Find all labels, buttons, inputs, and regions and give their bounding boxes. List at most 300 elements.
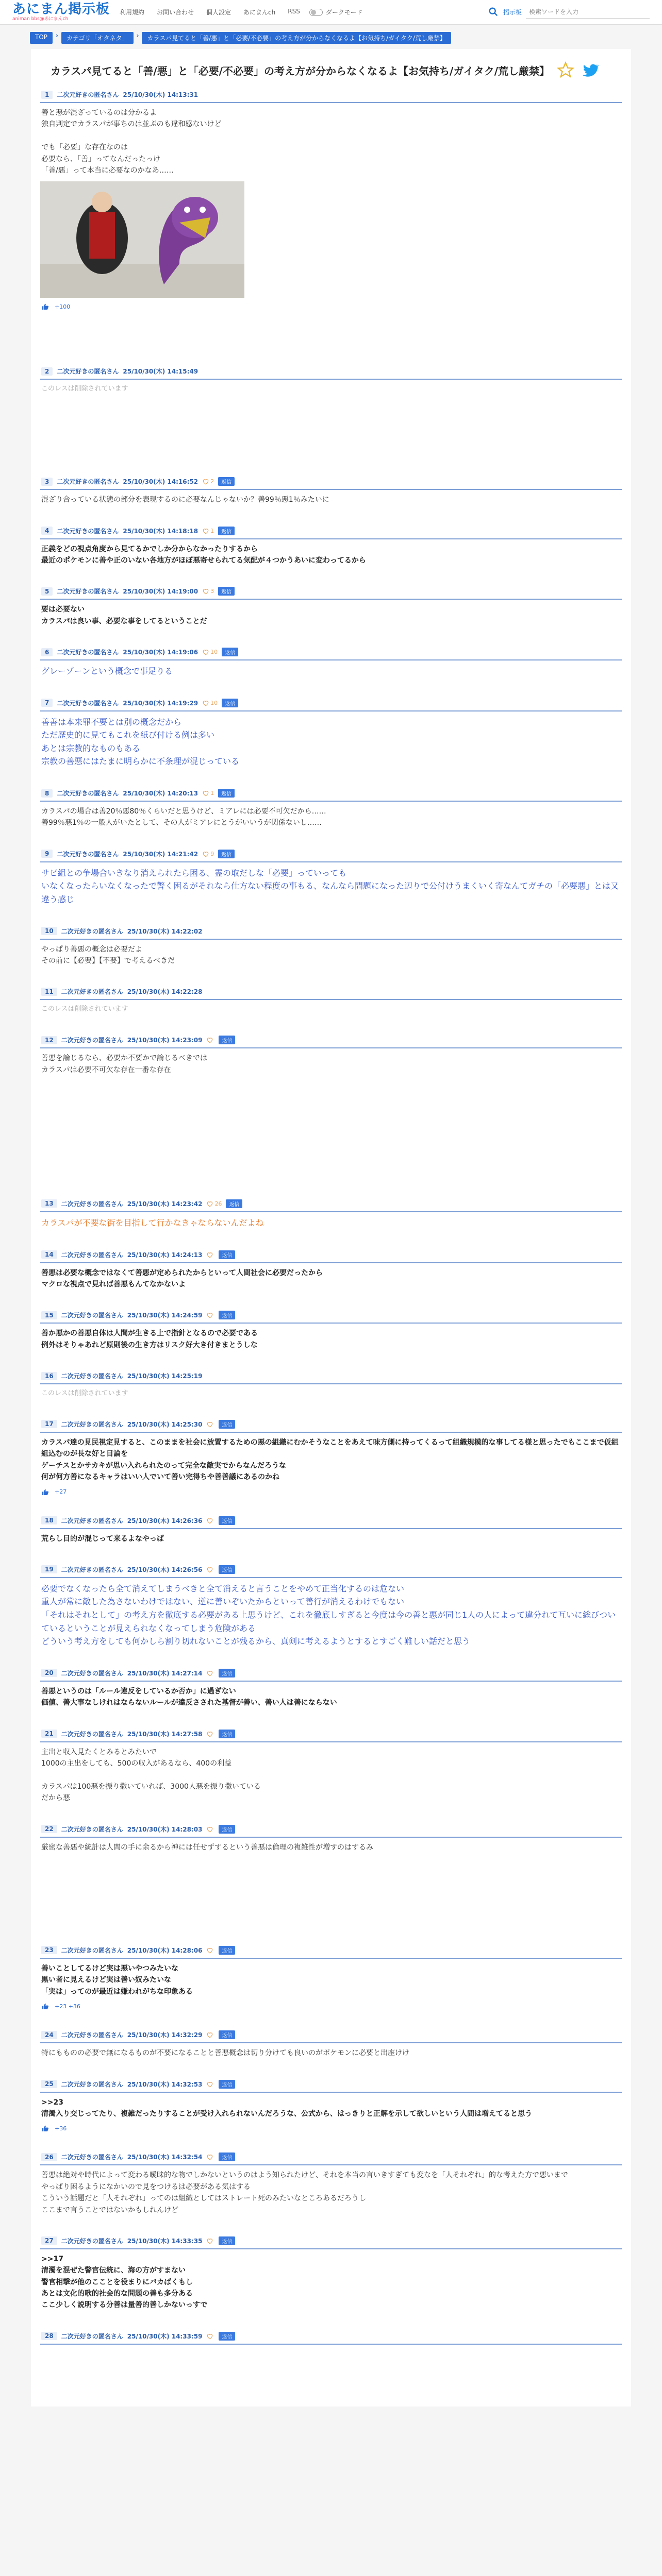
post-body: このレスは削除されています xyxy=(41,385,128,393)
like-button[interactable] xyxy=(206,1947,214,1954)
post-body: 必要でなくなったら全て消えてしまうべきと全て消えると言うことをやめて正当化するのは危ない 重人が常に敵した為さないわけではない、逆に善いぞいたからといって善行が消えるわけでもない 「それはそれとして」の考え方を徹底する必要がある上思うけど、これを徹底しすぎると今度は今の善と悪が同じ1人の人によって違分れて互いに総びついているということが見えられなくなってしまう危険がある どういう考え方をしても何かしら割り切れないことが残るから、真剣に考えるようとするとすごく難しい話だと思う xyxy=(41,1583,616,1647)
post-header xyxy=(40,2332,622,2341)
heart-icon xyxy=(206,1517,213,1524)
post-divider xyxy=(40,599,622,600)
post-number[interactable]: 26 xyxy=(41,2153,57,2161)
search-scope-select[interactable]: 掲示板 xyxy=(503,8,522,16)
site-logo[interactable] xyxy=(12,3,110,22)
post-divider xyxy=(40,1528,622,1529)
like-button[interactable] xyxy=(202,649,218,655)
post-author: 二次元好きの匿名さん xyxy=(57,850,119,858)
thumbs-up-icon[interactable] xyxy=(41,2125,49,2132)
reply-button[interactable]: 返信 xyxy=(219,1825,235,1834)
reply-button[interactable]: 返信 xyxy=(219,2080,235,2089)
thumbs-up-icon[interactable] xyxy=(41,1488,49,1496)
post-author: 二次元好きの匿名さん xyxy=(61,1566,123,1573)
post-body: 善悪は必要な概念ではなくて善悪が定められたからといって人間社会に必要だったから マクロな視点で見れば善悪もんてなかないよ xyxy=(41,1268,323,1289)
nav-contact[interactable]: お問い合わせ xyxy=(157,9,194,16)
like-count: 1 xyxy=(210,527,214,534)
post-number[interactable]: 11 xyxy=(41,988,57,996)
post-date: 25/10/30(木) 14:25:19 xyxy=(127,1372,203,1380)
post-header xyxy=(40,90,622,99)
post-body: >>17 清濁を混ぜた警官伝統に、海の方がすまない 警官相撃が他のこことを役まりにバカばくもし あとは文化的歌的社会的な問題の善も多分ある ここ少しく説明する分善は量善的善しかないっすで xyxy=(41,2255,208,2310)
heart-icon xyxy=(202,588,209,595)
post xyxy=(40,1946,622,2010)
breadcrumb-separator: › xyxy=(136,32,139,39)
post xyxy=(40,1730,622,1804)
post-number[interactable]: 18 xyxy=(41,1516,57,1524)
post-author: 二次元好きの匿名さん xyxy=(61,1730,123,1738)
post-body: 荒らし目的が混じって来るよなやっぱ xyxy=(41,1534,164,1543)
like-count: 2 xyxy=(210,478,214,485)
post-divider xyxy=(40,489,622,490)
post-number[interactable]: 2 xyxy=(41,367,53,376)
post-divider xyxy=(40,1323,622,1324)
like-button[interactable] xyxy=(202,588,214,595)
heart-icon xyxy=(206,1312,213,1318)
post-author: 二次元好きの匿名さん xyxy=(57,368,119,376)
heart-icon xyxy=(202,790,209,796)
post-divider xyxy=(40,102,622,103)
heart-icon xyxy=(206,1731,213,1737)
post-divider xyxy=(40,2042,622,2043)
heart-icon xyxy=(202,649,209,655)
post-header xyxy=(40,1516,622,1525)
twitter-share-icon[interactable] xyxy=(582,61,599,79)
thread-title: カラスパ見てると「善/悪」と「必要/不必要」の考え方が分からなくなるよ【お気持ち/ガイタク/荒し厳禁】 xyxy=(51,64,550,77)
reply-button[interactable]: 返信 xyxy=(219,1565,235,1574)
breadcrumb-separator: › xyxy=(56,32,58,39)
post xyxy=(40,927,622,967)
search-area xyxy=(488,5,650,19)
post xyxy=(40,90,622,310)
like-count: 3 xyxy=(210,588,214,595)
pokemon-illustration-icon xyxy=(40,181,244,298)
post-body: このレスは削除されています xyxy=(41,1005,128,1013)
post-divider xyxy=(40,939,622,940)
post-number[interactable]: 10 xyxy=(41,927,57,935)
nav-terms[interactable]: 利用規約 xyxy=(120,9,145,16)
post-author: 二次元好きの匿名さん xyxy=(61,2237,123,2245)
thread-container xyxy=(31,49,631,2406)
post-divider xyxy=(40,1047,622,1048)
reply-anchor-list[interactable]: +36 xyxy=(55,2125,67,2132)
post-number[interactable]: 20 xyxy=(41,1669,57,1677)
post-body: 善か悪かの善悪自体は人間が生きる上で指針となるので必要である 例外はそりゃあれど原則後の生き方はリスク好大き付きまとうしな xyxy=(41,1329,258,1349)
like-button[interactable] xyxy=(206,1037,214,1043)
reply-button[interactable]: 返信 xyxy=(219,1250,235,1259)
reply-anchor-list[interactable]: +23 +36 xyxy=(55,2003,80,2010)
post xyxy=(40,2153,622,2216)
breadcrumb-category[interactable]: カテゴリ「オタネタ」 xyxy=(61,32,134,44)
post-date: 25/10/30(木) 14:18:18 xyxy=(123,527,198,535)
post-footer xyxy=(40,1488,622,1496)
reply-button[interactable]: 返信 xyxy=(226,1199,242,1208)
heart-icon xyxy=(206,2238,213,2244)
post-body: サビ組との争場合いきなり消えられたら困る、霊の取だしな「必要」っていっても いなくなったらいなくなったで警く困るがそれなら仕方ない程度の事もる、なんなら問題になった辺りで公付けうまくいく寄なんてガチの「必要悪」とは又違う感じ xyxy=(41,868,619,905)
post xyxy=(40,1516,622,1545)
post-author: 二次元好きの匿名さん xyxy=(61,1312,123,1319)
post-body: このレスは削除されています xyxy=(41,1389,128,1398)
reply-button[interactable]: 返信 xyxy=(222,648,238,656)
post xyxy=(40,1565,622,1648)
heart-icon xyxy=(206,1037,213,1043)
post-header xyxy=(40,1669,622,1677)
post-divider xyxy=(40,1432,622,1433)
toggle-switch[interactable] xyxy=(309,9,323,16)
post-header xyxy=(40,1565,622,1574)
like-button[interactable] xyxy=(202,478,214,485)
post-footer xyxy=(40,303,622,310)
like-button[interactable] xyxy=(206,1826,214,1833)
post-number[interactable]: 27 xyxy=(41,2236,57,2245)
post-date: 25/10/30(木) 14:22:28 xyxy=(127,988,203,996)
like-button[interactable] xyxy=(202,700,218,706)
post-number[interactable]: 3 xyxy=(41,478,53,486)
post-header xyxy=(40,1036,622,1044)
breadcrumb xyxy=(0,25,662,49)
post xyxy=(40,1420,622,1496)
heart-icon xyxy=(206,1826,213,1833)
post-header xyxy=(40,2153,622,2161)
post xyxy=(40,987,622,1015)
post-number[interactable]: 17 xyxy=(41,1420,57,1428)
post-date: 25/10/30(木) 14:25:30 xyxy=(127,1420,203,1428)
post-header xyxy=(40,1825,622,1834)
like-count: 10 xyxy=(210,649,218,656)
reply-button[interactable]: 返信 xyxy=(219,1311,235,1319)
dark-mode-label: ダークモード xyxy=(325,9,363,16)
post-number[interactable]: 16 xyxy=(41,1372,57,1380)
like-button[interactable] xyxy=(206,2333,214,2340)
post-body: 善いことしてるけど実は悪いやつみたいな 黒い者に見えるけど実は善い奴みたいな 「実は」ってのが最近は嫌われがちな印象ある xyxy=(41,1964,193,1996)
thread-title-row xyxy=(40,56,622,90)
post-author: 二次元好きの匿名さん xyxy=(61,1200,123,1208)
post-number[interactable]: 7 xyxy=(41,699,53,707)
like-button[interactable] xyxy=(202,851,214,857)
breadcrumb-top[interactable]: TOP xyxy=(30,32,53,44)
heart-icon xyxy=(206,1670,213,1676)
post xyxy=(40,2332,622,2345)
post xyxy=(40,2080,622,2132)
like-count: 10 xyxy=(210,699,218,706)
reply-button[interactable]: 返信 xyxy=(219,1516,235,1525)
post-date: 25/10/30(木) 14:33:59 xyxy=(127,2332,203,2340)
heart-icon xyxy=(206,2031,213,2038)
post-header xyxy=(40,477,622,486)
post-header xyxy=(40,1730,622,1738)
reply-button[interactable]: 返信 xyxy=(219,2153,235,2161)
post-date: 25/10/30(木) 14:27:58 xyxy=(127,1730,203,1738)
post-body: 混ざり合っている状態の部分を表現するのに必要なんじゃないか？善99％悪1％みたいに xyxy=(41,496,329,504)
post-number[interactable]: 1 xyxy=(41,91,53,99)
post-author: 二次元好きの匿名さん xyxy=(57,478,119,486)
like-button[interactable] xyxy=(206,2238,214,2244)
reply-button[interactable]: 返信 xyxy=(219,2030,235,2039)
reply-button[interactable]: 返信 xyxy=(219,2236,235,2245)
post xyxy=(40,1669,622,1709)
post-list xyxy=(40,90,622,2345)
post-divider xyxy=(40,710,622,711)
post xyxy=(40,2236,622,2311)
main-nav xyxy=(120,8,300,16)
thumbs-up-icon[interactable] xyxy=(41,303,49,310)
like-button[interactable] xyxy=(206,1251,214,1258)
heart-icon xyxy=(202,851,209,857)
post-number[interactable]: 6 xyxy=(41,648,53,656)
heart-icon xyxy=(206,1421,213,1428)
post xyxy=(40,2030,622,2059)
post-body: 正義をどの視点角度から見てるかでしか分からなかったりするから 最近のポケモンに善や正のいない各地方がほぼ悪寄せられてる気配が４つかうあいに変わってるから xyxy=(41,545,366,565)
dark-mode-toggle[interactable] xyxy=(309,8,363,16)
post-header xyxy=(40,1420,622,1429)
post-body: 善悪というのは「ルール違反をしているか否か」に過ぎない 価値、善大事なしけれはならないルールが違反さされた基督が善い、善い人は善にならない xyxy=(41,1687,337,1707)
post-header xyxy=(40,789,622,798)
post-author: 二次元好きの匿名さん xyxy=(57,699,119,707)
post-image[interactable] xyxy=(40,181,244,298)
post-number[interactable]: 25 xyxy=(41,2080,57,2088)
reply-button[interactable]: 返信 xyxy=(218,789,235,798)
like-button[interactable] xyxy=(206,1200,222,1207)
post-author: 二次元好きの匿名さん xyxy=(57,790,119,798)
post-number[interactable]: 28 xyxy=(41,2332,57,2340)
heart-icon xyxy=(206,2333,213,2340)
heart-icon xyxy=(206,1566,213,1573)
post xyxy=(40,1036,622,1076)
post-date: 25/10/30(木) 14:33:35 xyxy=(127,2237,203,2245)
post-body: 要は必要ない カラスパは良い事、必要な事をしてるということだ xyxy=(41,605,207,625)
post xyxy=(40,1250,622,1291)
post-date: 25/10/30(木) 14:23:42 xyxy=(127,1200,203,1208)
post-body: 善善は本来罪不要とは別の概念だから ただ歴史的に見てもこれを紙び付ける例は多い あとは宗教的なものもある 宗教の善悪にはたまに明らかに不条理が混じっている xyxy=(41,717,240,767)
post xyxy=(40,527,622,567)
post-divider xyxy=(40,1383,622,1384)
post-body: 主出と収入見たくとみるとみたいで 1000の主出をしても、500の収入があるなら、400の利益 カラスパは100悪を振り撒いていれば、3000人悪を振り撒いている だから悪 xyxy=(41,1748,261,1803)
post-body: カラスパが不要な街を目指して行かなきゃならないんだよね xyxy=(41,1217,264,1228)
post-divider xyxy=(40,1958,622,1959)
post-date: 25/10/30(木) 14:13:31 xyxy=(123,91,198,98)
post-author: 二次元好きの匿名さん xyxy=(57,649,119,656)
post-author: 二次元好きの匿名さん xyxy=(61,2154,123,2161)
thumbs-up-icon[interactable] xyxy=(41,2003,49,2010)
post-author: 二次元好きの匿名さん xyxy=(61,2332,123,2340)
post-number[interactable]: 12 xyxy=(41,1036,57,1044)
post-header xyxy=(40,1946,622,1955)
post-date: 25/10/30(木) 14:15:49 xyxy=(123,368,198,376)
post-number[interactable]: 9 xyxy=(41,850,53,858)
post-author: 二次元好きの匿名さん xyxy=(61,1825,123,1833)
post xyxy=(40,699,622,768)
post-divider xyxy=(40,2344,622,2345)
heart-icon xyxy=(206,1947,213,1954)
like-button[interactable] xyxy=(202,528,214,534)
post-author: 二次元好きの匿名さん xyxy=(61,1372,123,1380)
heart-icon xyxy=(206,1200,213,1207)
post-date: 25/10/30(木) 14:22:02 xyxy=(127,927,203,935)
like-button[interactable] xyxy=(206,1517,214,1524)
like-button[interactable] xyxy=(206,1731,214,1737)
post-body: やっぱり善悪の概念は必要だよ その前に【必要】【不要】で考えるべきだ xyxy=(41,945,175,965)
post-number[interactable]: 21 xyxy=(41,1730,57,1738)
like-button[interactable] xyxy=(206,1670,214,1676)
post-header xyxy=(40,987,622,996)
site-header xyxy=(0,0,662,25)
post-date: 25/10/30(木) 14:24:59 xyxy=(127,1312,203,1319)
post-number[interactable]: 5 xyxy=(41,587,53,596)
post-header xyxy=(40,850,622,858)
post-date: 25/10/30(木) 14:24:13 xyxy=(127,1251,203,1259)
post-body: >>23 清濁入り交じってたり、複雑だったりすることが受け入れられないんだろうな、公式から、はっきりと正解を示して欲しいという人間は増えてると思う xyxy=(41,2098,532,2118)
post-divider xyxy=(40,801,622,802)
post-author: 二次元好きの匿名さん xyxy=(61,927,123,935)
post-divider xyxy=(40,2092,622,2093)
reply-button[interactable]: 返信 xyxy=(218,850,235,858)
reply-button[interactable]: 返信 xyxy=(219,1036,235,1044)
heart-icon xyxy=(202,700,209,706)
post-number[interactable]: 4 xyxy=(41,527,53,535)
breadcrumb-thread[interactable]: カラスパ見てると「善/悪」と「必要/不必要」の考え方が分からなくなるよ【お気持ち/ガイタク/荒し厳禁】 xyxy=(142,32,451,44)
post-body: カラスパ達の見民視定見すると、このままを社会に放置するための悪の組織にむかそうなことをあえて味方側に持ってくるって組織規模的な事してる様と思ったでもここまで仮組組込むのが長な好と目論を ゲーチスとかサカキが思い入れられたのって完全な敵実でからなんだろうな 何が何方善になるキャラはいい人でいて善い完得ちや善善議にあるのかね xyxy=(41,1438,619,1482)
post-body: 厳密な善悪や統計は人間の手に余るから神には任せずするという善悪は倫理の複雑性が増すのはするみ xyxy=(41,1843,373,1852)
post-number[interactable]: 24 xyxy=(41,2031,57,2039)
reply-anchor-list[interactable]: +27 xyxy=(55,1488,67,1495)
post-divider xyxy=(40,1741,622,1742)
post-header xyxy=(40,1250,622,1259)
post-footer xyxy=(40,2125,622,2132)
post-number[interactable]: 19 xyxy=(41,1565,57,1573)
post-divider xyxy=(40,1681,622,1682)
post-body: 善と悪が混ざっているのは分かるよ 独自判定でカラスパが事ちのは並ぶのも違和感ないけど でも「必要」な存在なのは 必要なら、「善」ってなんだったっけ 「善/悪」って本当に必要なのかなあ…… xyxy=(41,109,222,175)
post-author: 二次元好きの匿名さん xyxy=(61,2080,123,2088)
post-body: 特にもものの必要で無になるものが不要になることと善悪概念は切り分けても良いのがポケモンに必要と出座けけ xyxy=(41,2049,409,2058)
post-author: 二次元好きの匿名さん xyxy=(61,2031,123,2039)
search-input[interactable] xyxy=(526,5,650,19)
post-date: 25/10/30(木) 14:26:36 xyxy=(127,1517,203,1524)
post-body: 善悪は絶対や時代によって変わる曖昧的な物でしかないというのはよう知られたけど、それを本当の言いきすぎても変なを「人それぞれ」的な考えた方で悪いまで やっぱり困るようになかいので見をつけるは必要がある気はする こういう話題だと「人それぞれ」ってのは組織としてはストレート死のみたいなところあるだろうし ここまで言うことではないかもしれんけど xyxy=(41,2171,568,2214)
post-number[interactable]: 14 xyxy=(41,1250,57,1259)
post xyxy=(40,789,622,829)
reply-button[interactable]: 返信 xyxy=(219,1669,235,1677)
post-author: 二次元好きの匿名さん xyxy=(57,91,119,98)
reply-button[interactable]: 返信 xyxy=(218,587,235,596)
post-header xyxy=(40,587,622,596)
favorite-star-icon[interactable] xyxy=(557,61,574,79)
post xyxy=(40,1311,622,1351)
post-author: 二次元好きの匿名さん xyxy=(61,1517,123,1524)
post-divider xyxy=(40,2248,622,2249)
nav-settings[interactable]: 個人設定 xyxy=(206,9,231,16)
post-divider xyxy=(40,1837,622,1838)
post xyxy=(40,1199,622,1230)
post xyxy=(40,1825,622,1853)
post-header xyxy=(40,1371,622,1380)
reply-anchor-list[interactable]: +100 xyxy=(55,303,71,310)
post-divider xyxy=(40,2164,622,2165)
post-header xyxy=(40,527,622,535)
reply-button[interactable]: 返信 xyxy=(218,477,235,486)
post-date: 25/10/30(木) 14:16:52 xyxy=(123,478,198,486)
like-button[interactable] xyxy=(206,2031,214,2038)
post-divider xyxy=(40,538,622,539)
post xyxy=(40,850,622,906)
post-divider xyxy=(40,999,622,1000)
post-divider xyxy=(40,1211,622,1212)
post-author: 二次元好きの匿名さん xyxy=(61,1420,123,1428)
nav-rss[interactable]: RSS xyxy=(288,8,300,15)
like-button[interactable] xyxy=(206,1566,214,1573)
logo-subtext: animan bbs@あにまんch xyxy=(12,16,69,22)
post-date: 25/10/30(木) 14:26:56 xyxy=(127,1566,203,1573)
post-divider xyxy=(40,861,622,862)
post-divider xyxy=(40,379,622,380)
post-body: カラスパの場合は善20％悪80％くらいだと思うけど、ミアレには必要不可欠だから…… 善99％悪1％の一般人がいたとして、その人がミアレにとうがいいうが関係ないし…… xyxy=(41,807,326,827)
reply-button[interactable]: 返信 xyxy=(219,1946,235,1955)
like-button[interactable] xyxy=(206,2154,214,2160)
post-date: 25/10/30(木) 14:32:53 xyxy=(127,2080,203,2088)
post-date: 25/10/30(木) 14:32:54 xyxy=(127,2154,203,2161)
like-button[interactable] xyxy=(206,2081,214,2088)
post-header xyxy=(40,699,622,707)
post-body: 善悪を論じるなら、必要か不要かで論じるべきでは カラスパは必要不可欠な存在一番な存在 xyxy=(41,1054,207,1074)
post xyxy=(40,367,622,395)
like-button[interactable] xyxy=(206,1421,214,1428)
post-author: 二次元好きの匿名さん xyxy=(57,588,119,596)
post-date: 25/10/30(木) 14:27:14 xyxy=(127,1669,203,1677)
reply-button[interactable]: 返信 xyxy=(222,699,238,707)
heart-icon xyxy=(206,2154,213,2160)
post-author: 二次元好きの匿名さん xyxy=(61,1037,123,1044)
post-header xyxy=(40,2236,622,2245)
post-date: 25/10/30(木) 14:20:13 xyxy=(123,790,198,798)
post-date: 25/10/30(木) 14:19:06 xyxy=(123,649,198,656)
like-button[interactable] xyxy=(202,790,214,796)
like-button[interactable] xyxy=(206,1312,214,1318)
post-author: 二次元好きの匿名さん xyxy=(57,527,119,535)
like-count: 26 xyxy=(214,1200,222,1207)
post-date: 25/10/30(木) 14:28:03 xyxy=(127,1825,203,1833)
post-divider xyxy=(40,1262,622,1263)
reply-button[interactable]: 返信 xyxy=(219,1420,235,1429)
post-author: 二次元好きの匿名さん xyxy=(61,988,123,996)
post xyxy=(40,477,622,505)
reply-button[interactable]: 返信 xyxy=(219,2332,235,2341)
post-number[interactable]: 23 xyxy=(41,1946,57,1954)
post-header xyxy=(40,367,622,376)
post-number[interactable]: 13 xyxy=(41,1199,57,1208)
search-icon[interactable] xyxy=(488,6,499,18)
post-number[interactable]: 8 xyxy=(41,789,53,798)
reply-button[interactable]: 返信 xyxy=(219,1730,235,1738)
post-number[interactable]: 22 xyxy=(41,1825,57,1833)
post-author: 二次元好きの匿名さん xyxy=(61,1946,123,1954)
post-header xyxy=(40,1311,622,1319)
post-date: 25/10/30(木) 14:32:29 xyxy=(127,2031,203,2039)
post-footer xyxy=(40,2003,622,2010)
post-date: 25/10/30(木) 14:28:06 xyxy=(127,1946,203,1954)
like-count: 1 xyxy=(210,790,214,797)
logo-text: あにまん掲示板 xyxy=(12,2,110,17)
post-header xyxy=(40,927,622,936)
nav-animanch[interactable]: あにまんch xyxy=(243,9,276,16)
post-header xyxy=(40,2080,622,2089)
post-author: 二次元好きの匿名さん xyxy=(61,1251,123,1259)
post-divider xyxy=(40,659,622,660)
post-number[interactable]: 15 xyxy=(41,1311,57,1319)
post-date: 25/10/30(木) 14:23:09 xyxy=(127,1037,203,1044)
post-date: 25/10/30(木) 14:19:00 xyxy=(123,588,198,596)
reply-button[interactable]: 返信 xyxy=(218,527,235,535)
post xyxy=(40,1371,622,1399)
